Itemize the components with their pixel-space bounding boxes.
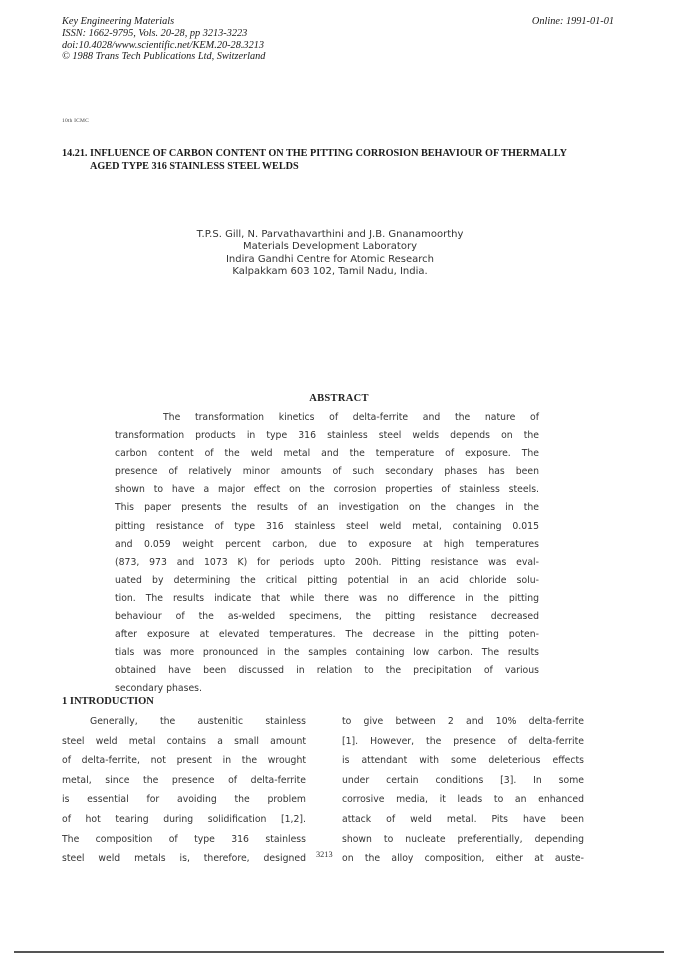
intro-line: attack of weld metal. Pits have been [342,813,584,825]
intro-column-right [342,712,584,869]
abstract-heading: ABSTRACT [309,393,369,404]
intro-line: steel weld metal contains a small amount [62,735,306,747]
intro-line: under certain conditions [3]. In some [342,774,584,786]
author-names: T.P.S. Gill, N. Parvathavarthini and J.B. Gnanamoorthy [196,229,464,240]
abstract-line: tion. The results indicate that while there was no difference in the pitting [115,592,539,604]
journal-header [62,16,422,63]
abstract-line: behaviour of the as-welded specimens, the pitting resistance decreased [115,611,539,623]
abstract-line: The transformation kinetics of delta-ferrite and the nature of [163,412,539,423]
journal-name: Key Engineering Materials [62,16,175,27]
author-institute: Indira Gandhi Centre for Atomic Research [225,253,434,265]
abstract-line: shown to have a major effect on the corrosion properties of stainless steels. [115,484,539,496]
intro-line: steel weld metals is, therefore, designed [62,853,306,865]
abstract-line: uated by determining the critical pitting potential in an acid chloride solu- [115,574,539,586]
abstract-line: transformation products in type 316 stainless steel welds depends on the [115,430,539,442]
abstract-body [115,409,539,699]
intro-line: to give between 2 and 10% delta-ferrite [342,716,584,727]
page-number: 3213 [316,850,333,859]
abstract-line: and 0.059 weight percent carbon, due to exposure at high temperatures [115,538,539,550]
issn-line: ISSN: 1662-9795, Vols. 20-28, pp 3213-3223 [62,27,248,39]
doi-line[interactable]: doi:10.4028/www.scientific.net/KEM.20-28.3213 [62,39,265,51]
abstract-line: after exposure at elevated temperatures. The decrease in the pitting poten- [115,629,539,641]
intro-line: The composition of type 316 stainless [62,833,306,845]
abstract-line: tials was more pronounced in the samples containing low carbon. The results [115,647,539,659]
intro-line: is attendant with some deleterious effects [342,755,584,767]
title-line-1: 14.21. INFLUENCE OF CARBON CONTENT ON THE PITTING CORROSION BEHAVIOUR OF THERMALLY [62,148,568,159]
intro-line: Generally, the austenitic stainless [90,716,306,727]
abstract-line: (873, 973 and 1073 K) for periods upto 200h. Pitting resistance was eval- [115,556,539,568]
intro-line: [1]. However, the presence of delta-ferrite [342,735,584,747]
intro-line: metal, since the presence of delta-ferrite [62,774,306,786]
paper-title [62,148,622,173]
intro-line: is essential for avoiding the problem [62,794,306,806]
author-block [100,229,560,278]
author-lab: Materials Development Laboratory [243,241,417,253]
intro-line: shown to nucleate preferentially, depending [342,833,584,845]
abstract-line: obtained have been discussed in relation to the precipitation of various [115,665,539,677]
intro-column-left [62,712,306,869]
abstract-line: presence of relatively minor amounts of such secondary phases has been [115,466,539,478]
abstract-line: carbon content of the weld metal and the temperature of exposure. The [115,448,539,460]
conference-tag: 10th ICMC [62,118,90,124]
intro-line: on the alloy composition, either at auste- [342,853,584,865]
intro-line: of delta-ferrite, not present in the wrought [62,755,306,767]
abstract-line: secondary phases. [115,683,202,695]
introduction-heading: 1 INTRODUCTION [62,696,154,707]
abstract-line: pitting resistance of type 316 stainless steel weld metal, containing 0.015 [115,520,539,532]
intro-line: of hot tearing during solidification [1,2]. [62,813,306,825]
copyright-line: © 1988 Trans Tech Publications Ltd, Switzerland [62,51,266,63]
title-line-2: AGED TYPE 316 STAINLESS STEEL WELDS [90,160,299,172]
author-address: Kalpakkam 603 102, Tamil Nadu, India. [232,265,428,277]
bottom-rule [14,951,664,953]
intro-line: corrosive media, it leads to an enhanced [342,794,584,806]
online-date: Online: 1991-01-01 [531,16,614,27]
abstract-line: This paper presents the results of an investigation on the changes in the [115,502,539,514]
